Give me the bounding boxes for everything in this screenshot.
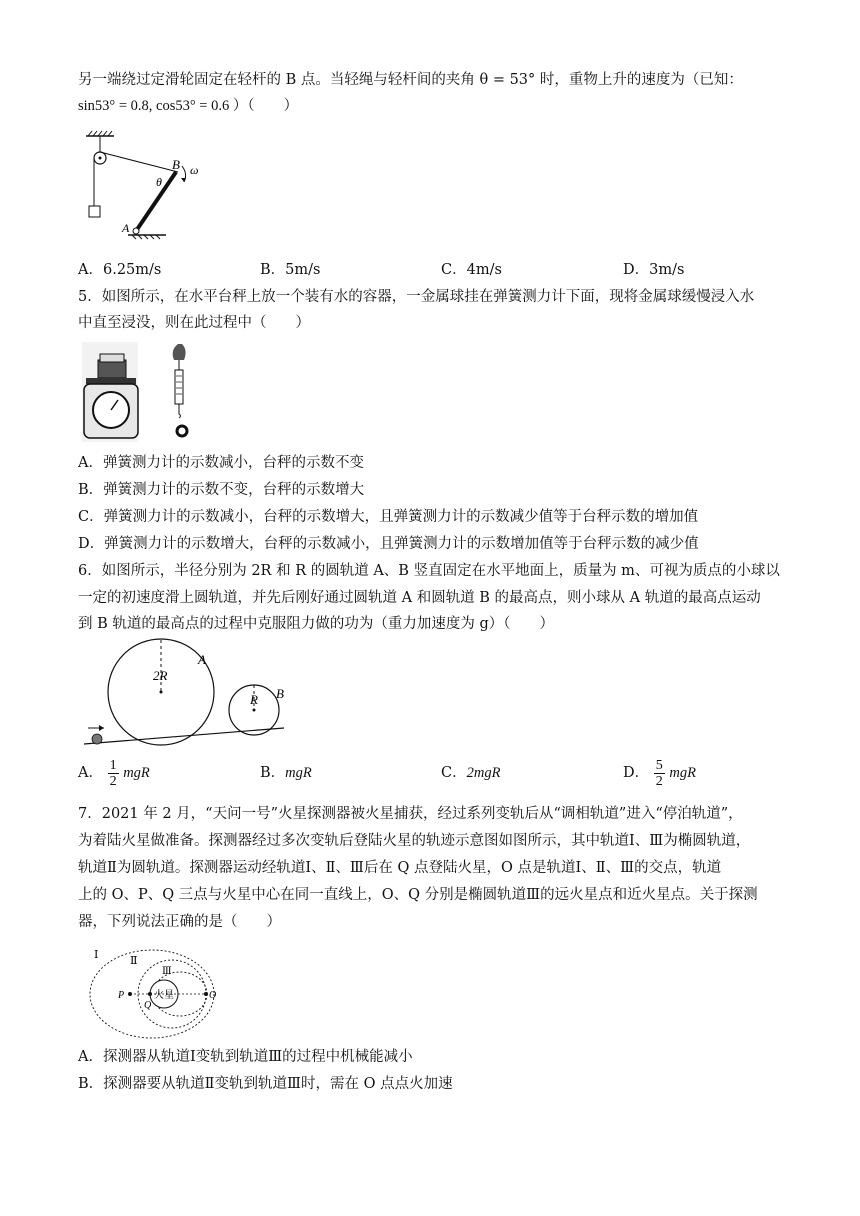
q5-option-a[interactable]: A．弹簧测力计的示数减小，台秤的示数不变	[78, 455, 364, 471]
q7-option-a[interactable]: A．探测器从轨道Ⅰ变轨到轨道Ⅲ的过程中机械能减小	[78, 1049, 413, 1065]
q4-option-c-letter: C．	[441, 262, 467, 278]
q6-option-a-letter: A．	[78, 765, 103, 781]
q6-text-line-3: 到 B 轨道的最高点的过程中克服阻力做的功为（重力加速度为 g）（ ）	[78, 616, 555, 632]
q5-option-d[interactable]: D．弹簧测力计的示数增大，台秤的示数减小，且弹簧测力计的示数增加值等于台秤示数的减少值	[78, 536, 699, 552]
q7-label-orbit-iii: Ⅲ	[162, 966, 172, 977]
q7-text-line-2: 为着陆火星做准备。探测器经过多次变轨后登陆火星的轨迹示意图如图所示，其中轨道Ⅰ、Ⅲ为椭圆轨道，	[78, 833, 751, 849]
q6-option-a[interactable]	[78, 756, 150, 790]
q6-text-line-1: 6．如图所示，半径分别为 2R 和 R 的圆轨道 A、B 竖直固定在水平地面上，质量为 m、可视为质点的小球以	[78, 563, 780, 579]
q4-text-line-2: sin53° = 0.8, cos53° = 0.6 ）（ ）	[78, 98, 299, 114]
q7-figure-mars-orbits	[86, 942, 220, 1040]
q4-label-b: B	[172, 157, 180, 172]
q5-option-c[interactable]: C．弹簧测力计的示数减小，台秤的示数增大，且弹簧测力计的示数减少值等于台秤示数的增加值	[78, 509, 699, 525]
q7-label-o: O	[209, 990, 217, 1001]
q6-text-line-2: 一定的初速度滑上圆轨道，并先后刚好通过圆轨道 A 和圆轨道 B 的最高点，则小球从 A 轨道的最高点运动	[78, 590, 761, 606]
q7-label-orbit-ii: Ⅱ	[130, 955, 138, 967]
q5-text-line-2: 中直至浸没，则在此过程中（ ）	[78, 315, 310, 331]
q7-text-line-1: 7．2021 年 2 月，“天问一号”火星探测器被火星捕获，经过系列变轨后从“调相轨道”进入“停泊轨道”，	[78, 806, 743, 822]
q5-text-line-1: 5．如图所示，在水平台秤上放一个装有水的容器，一金属球挂在弹簧测力计下面，现将金属球缓慢浸入水	[78, 289, 755, 305]
q6-option-d-tail: mgR	[669, 765, 696, 781]
q4-option-b-text: 5m/s	[285, 262, 321, 278]
q4-figure-rod-pulley	[80, 128, 199, 240]
q6-option-d-fraction	[654, 758, 665, 789]
q7-label-orbit-i: Ⅰ	[94, 949, 99, 961]
q7-option-b[interactable]: B．探测器要从轨道Ⅱ变轨到轨道Ⅲ时，需在 O 点点火加速	[78, 1076, 453, 1092]
q6-option-c[interactable]	[441, 763, 500, 783]
q6-option-a-numerator: 1	[109, 757, 117, 773]
q6-label-b: B	[276, 686, 284, 701]
q4-option-a-letter: A．	[78, 262, 103, 278]
q4-option-b[interactable]	[260, 260, 320, 280]
q4-text-line-1: 另一端绕过定滑轮固定在轻杆的 B 点。当轻绳与轻杆间的夹角 θ = 53° 时，重物上升的速度为（已知：	[78, 72, 743, 88]
q4-option-a[interactable]	[78, 260, 161, 280]
q4-option-d-letter: D．	[623, 262, 650, 278]
q4-label-omega: ω	[190, 163, 199, 177]
q5-option-b[interactable]: B．弹簧测力计的示数不变，台秤的示数增大	[78, 482, 365, 498]
q6-option-a-tail: mgR	[123, 765, 150, 781]
q6-option-a-fraction	[108, 758, 119, 789]
q4-option-a-text: 6.25m/s	[102, 262, 162, 278]
q4-option-c[interactable]	[441, 260, 502, 280]
q5-figure-scale-and-spring	[78, 340, 208, 445]
q4-label-a: A	[122, 221, 130, 235]
q6-option-b[interactable]	[260, 763, 312, 783]
q6-option-c-letter: C．	[441, 765, 467, 781]
q6-label-r: R	[250, 692, 258, 707]
q6-option-c-text: 2mgR	[466, 765, 501, 781]
q4-option-b-letter: B．	[260, 262, 286, 278]
q6-option-d-numerator: 5	[655, 757, 663, 773]
q7-label-mars: 火星	[154, 990, 174, 1001]
q6-figure-circular-tracks	[80, 638, 290, 750]
q6-option-a-denominator: 2	[109, 773, 117, 789]
q6-option-b-letter: B．	[260, 765, 286, 781]
q6-label-2r: 2R	[153, 668, 168, 683]
q4-option-d[interactable]	[623, 260, 684, 280]
q6-option-b-text: mgR	[285, 765, 312, 781]
q4-option-c-text: 4m/s	[466, 262, 502, 278]
q7-text-line-3: 轨道Ⅱ为圆轨道。探测器运动经轨道Ⅰ、Ⅱ、Ⅲ后在 Q 点登陆火星，O 点是轨道Ⅰ、Ⅱ、Ⅲ的交点，轨道	[78, 860, 722, 876]
q6-option-d-denominator: 2	[655, 773, 663, 789]
q4-option-d-text: 3m/s	[649, 262, 685, 278]
q7-label-q: Q	[144, 1000, 152, 1011]
q7-text-line-4: 上的 O、P、Q 三点与火星中心在同一直线上，O、Q 分别是椭圆轨道Ⅲ的远火星点和近火星点。关于探测	[78, 887, 758, 903]
q6-label-a: A	[198, 652, 206, 667]
q7-text-line-5: 器，下列说法正确的是（ ）	[78, 914, 281, 930]
q4-label-theta: θ	[156, 175, 162, 189]
q6-option-d[interactable]	[623, 756, 696, 790]
q7-label-p: P	[118, 990, 125, 1001]
q6-option-d-letter: D．	[623, 765, 650, 781]
